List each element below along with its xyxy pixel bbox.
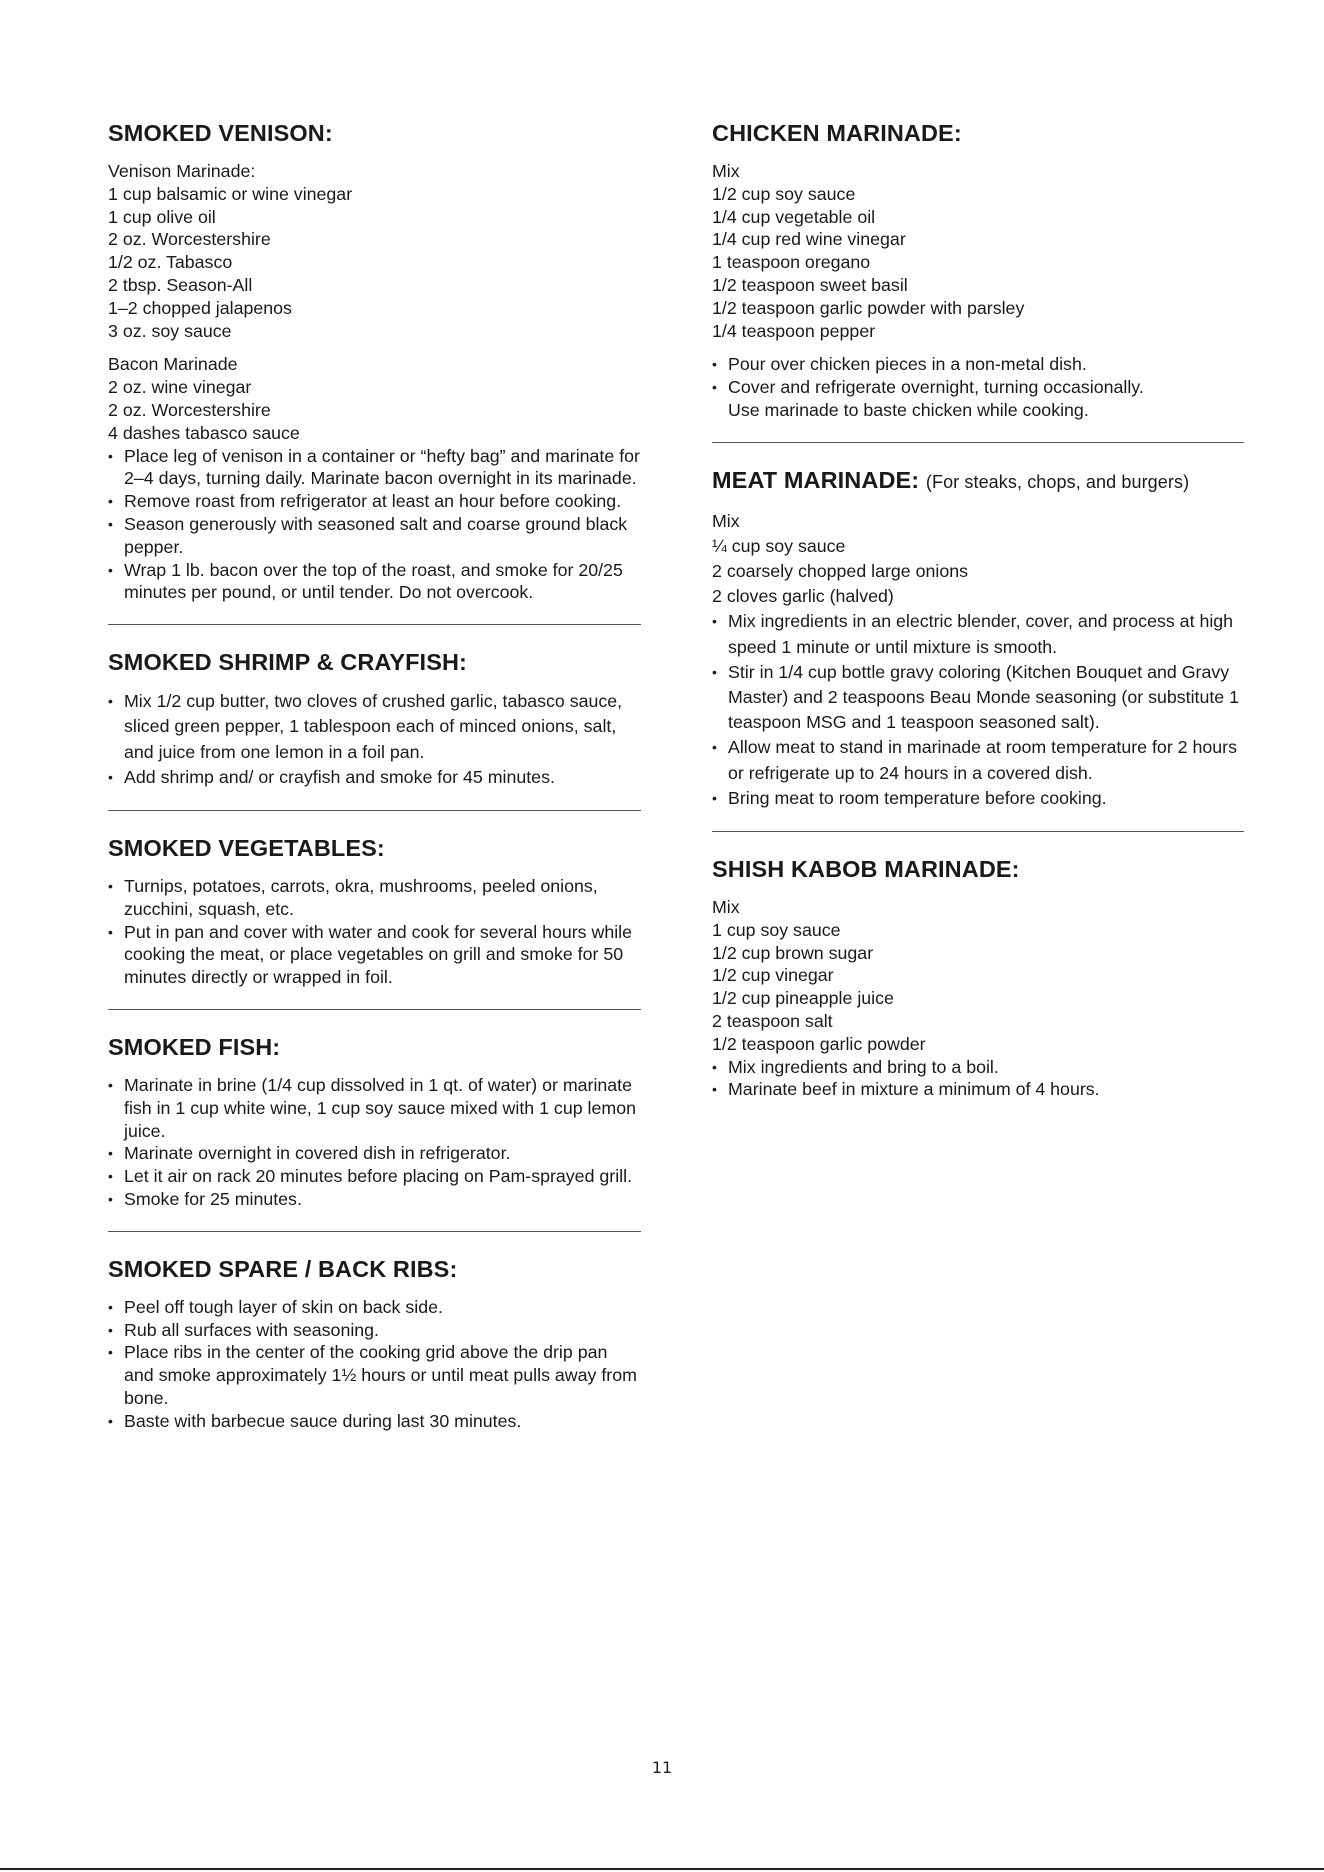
ingredient: 2 tbsp. Season-All [108, 274, 253, 295]
section-divider [712, 831, 1244, 832]
venison-steps [108, 445, 641, 605]
smoked-venison-section [108, 118, 641, 604]
section-divider [108, 624, 641, 625]
ingredient: 1/2 oz. Tabasco [108, 252, 233, 273]
bacon-marinade-list [108, 376, 641, 444]
ingredient: 1/2 cup brown sugar [712, 942, 874, 963]
step-bullet: • Add shrimp and/ or crayfish and smoke for 45 minutes. [108, 765, 641, 790]
step-bullet: • Wrap 1 lb. bacon over the top of the roast, and smoke for 20/25 minutes per pound, or until tender. Do not overcook. [108, 559, 641, 605]
meat-steps [712, 609, 1244, 811]
section-title [712, 465, 1244, 497]
ingredient: 1–2 chopped jalapenos [108, 297, 292, 318]
ribs-steps [108, 1296, 641, 1433]
step-bullet: • Peel off tough layer of skin on back side. [108, 1296, 641, 1319]
section-divider [108, 1009, 641, 1010]
ingredient: 2 oz. wine vinegar [108, 377, 252, 398]
page-bottom-border [0, 1868, 1324, 1870]
step-bullet: • Stir in 1/4 cup bottle gravy coloring (Kitchen Bouquet and Gravy Master) and 2 teaspoons Beau Monde seasoning (or substitute 1 teaspoon MSG and 1 teaspoon seasoned salt). [712, 660, 1244, 736]
ingredient: 2 cloves garlic (halved) [712, 586, 894, 607]
ingredient: 2 teaspoon salt [712, 1010, 833, 1031]
section-divider [712, 442, 1244, 443]
shish-kabob-section [712, 854, 1244, 1101]
ingredient: 3 oz. soy sauce [108, 320, 232, 341]
section-divider [108, 1231, 641, 1232]
chicken-steps [712, 353, 1244, 399]
ingredient: 1 cup olive oil [108, 206, 216, 227]
ingredient: 1/2 cup pineapple juice [712, 988, 894, 1009]
ingredient: 1/2 teaspoon sweet basil [712, 274, 908, 295]
ingredient: 2 oz. Worcestershire [108, 229, 271, 250]
ingredient: 1/2 cup vinegar [712, 965, 834, 986]
step-bullet: • Put in pan and cover with water and cook for several hours while cooking the meat, or place vegetables on grill and smoke for 50 minutes directly or wrapped in foil. [108, 921, 641, 989]
step-bullet: • Smoke for 25 minutes. [108, 1188, 641, 1211]
step-bullet: • Allow meat to stand in marinade at room temperature for 2 hours or refrigerate up to 24 hours in a covered dish. [712, 735, 1244, 785]
ingredient: 2 oz. Worcestershire [108, 399, 271, 420]
section-title: SMOKED FISH: [108, 1033, 281, 1060]
step-bullet: • Marinate in brine (1/4 cup dissolved in 1 qt. of water) or marinate fish in 1 cup white wine, 1 cup soy sauce mixed with 1 cup lemon juice. [108, 1074, 641, 1142]
ingredient: 1 teaspoon oregano [712, 252, 871, 273]
section-title: SMOKED VEGETABLES: [108, 834, 385, 861]
spacer [108, 342, 641, 353]
ingredient: 1 cup soy sauce [712, 919, 841, 940]
step-bullet: • Season generously with seasoned salt and coarse ground black pepper. [108, 513, 641, 559]
right-column [712, 118, 1244, 1101]
step-bullet: • Place ribs in the center of the cooking grid above the drip pan and smoke approximately 1½ hours or until meat pulls away from bone. [108, 1341, 641, 1409]
ingredient: 2 coarsely chopped large onions [712, 560, 969, 581]
ingredient: ¼ cup soy sauce [712, 535, 846, 556]
shrimp-steps [108, 689, 641, 790]
step-bullet: • Mix ingredients in an electric blender, cover, and process at high speed 1 minute or until mixture is smooth. [712, 609, 1244, 659]
mix-label: Mix [712, 161, 740, 181]
step-bullet: • Marinate beef in mixture a minimum of 4 hours. [712, 1078, 1244, 1101]
chicken-note: Use marinade to baste chicken while cooking. [728, 399, 1089, 420]
ingredient: 1/4 cup red wine vinegar [712, 229, 906, 250]
ingredient: 1/4 cup vegetable oil [712, 206, 876, 227]
step-bullet: • Turnips, potatoes, carrots, okra, mushrooms, peeled onions, zucchini, squash, etc. [108, 875, 641, 921]
fish-steps [108, 1074, 641, 1211]
section-title: SMOKED VENISON: [108, 120, 333, 146]
step-bullet: • Rub all surfaces with seasoning. [108, 1319, 641, 1342]
section-title: SMOKED SHRIMP & CRAYFISH: [108, 649, 467, 676]
left-column [108, 118, 641, 1433]
section-divider [108, 810, 641, 811]
venison-marinade-label: Venison Marinade: [108, 161, 256, 181]
step-bullet: • Let it air on rack 20 minutes before placing on Pam-sprayed grill. [108, 1165, 641, 1188]
ingredient: 4 dashes tabasco sauce [108, 422, 300, 443]
section-title-text: MEAT MARINADE: [712, 466, 920, 493]
step-bullet: • Mix 1/2 cup butter, two cloves of crushed garlic, tabasco sauce, sliced green pepper, 1 tablespoon each of minced onions, salt, and juice from one lemon in a foil pan. [108, 689, 641, 765]
step-bullet: • Mix ingredients and bring to a boil. [712, 1056, 1244, 1079]
section-title: SMOKED SPARE / BACK RIBS: [108, 1255, 458, 1282]
vegetables-steps [108, 875, 641, 989]
meat-marinade-section [712, 465, 1244, 811]
chicken-ingredient-list [712, 183, 1244, 343]
mix-label: Mix [712, 510, 740, 531]
ingredient: 1/2 teaspoon garlic powder with parsley [712, 297, 1025, 318]
step-bullet: • Bring meat to room temperature before cooking. [712, 786, 1244, 811]
step-bullet: • Pour over chicken pieces in a non-metal dish. [712, 353, 1244, 376]
section-title: SHISH KABOB MARINADE: [712, 856, 1020, 882]
page-number: 11 [651, 1758, 673, 1777]
ingredient: 1/2 cup soy sauce [712, 183, 856, 204]
smoked-vegetables-section [108, 833, 641, 989]
ingredient: 1/4 teaspoon pepper [712, 320, 876, 341]
step-bullet: • Marinate overnight in covered dish in refrigerator. [108, 1142, 641, 1165]
kabob-steps [712, 1056, 1244, 1102]
smoked-ribs-section [108, 1254, 641, 1433]
meat-ingredient-list [712, 534, 1244, 610]
bacon-marinade-label: Bacon Marinade [108, 354, 238, 375]
venison-marinade-list [108, 183, 641, 343]
section-title: CHICKEN MARINADE: [712, 120, 962, 146]
step-bullet: • Baste with barbecue sauce during last 30 minutes. [108, 1410, 641, 1433]
step-bullet: • Place leg of venison in a container or “hefty bag” and marinate for 2–4 days, turning daily. Marinate bacon overnight in its marinade. [108, 445, 641, 491]
kabob-ingredient-list [712, 919, 1244, 1056]
smoked-shrimp-section [108, 647, 641, 790]
step-bullet: • Remove roast from refrigerator at least an hour before cooking. [108, 490, 641, 513]
section-title-note: (For steaks, chops, and burgers) [925, 471, 1190, 492]
ingredient: 1 cup balsamic or wine vinegar [108, 183, 353, 204]
mix-label: Mix [712, 897, 740, 917]
smoked-fish-section [108, 1032, 641, 1211]
ingredient: 1/2 teaspoon garlic powder [712, 1033, 926, 1054]
step-bullet: • Cover and refrigerate overnight, turning occasionally. [712, 376, 1244, 399]
chicken-marinade-section [712, 118, 1244, 422]
spacer [712, 342, 1244, 353]
